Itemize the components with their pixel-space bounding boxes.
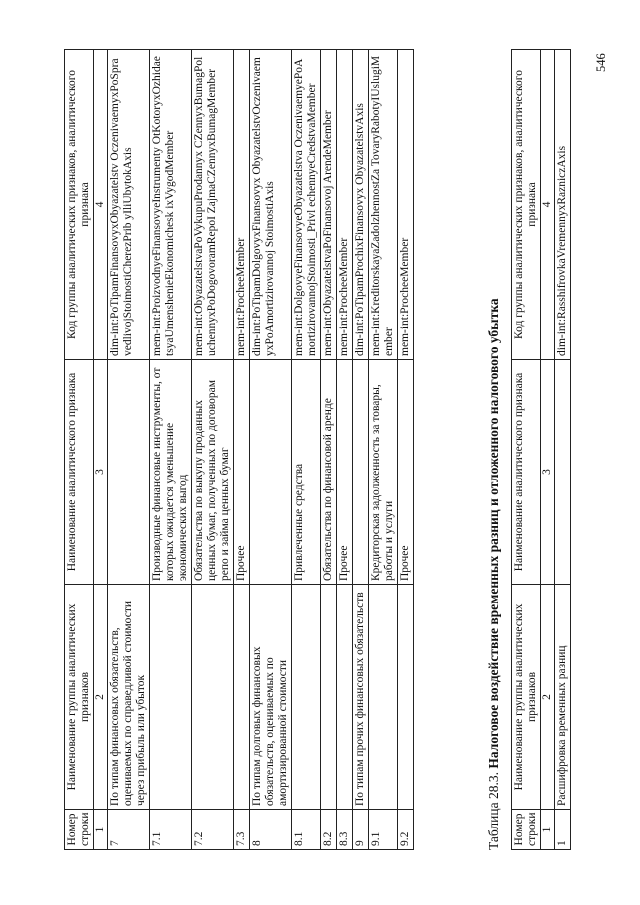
column-number: 1 [541, 810, 555, 850]
feature-name: Обязательства по финансовой аренде [321, 360, 337, 585]
group-name: По типам прочих финансовых обязательств [353, 585, 369, 810]
table-row [250, 50, 292, 850]
feature-code: mem-int:DolgovyeFinansovyeObyazatelstva OczenivaemyePoAmortizirovannojStoimosti_Privl echennyeCredstvaMember [292, 50, 321, 360]
feature-code: dim-int:RasshifrovkaVremennyxRazniczAxis [555, 50, 571, 360]
table-row [292, 50, 321, 850]
table-row [555, 50, 571, 850]
caption-title: Налоговое воздействие временных разниц и отложенного налогового убытка [486, 298, 501, 769]
feature-code: mem-int:ProizvodnyeFinansovyeInstrumenty OtKotoryxOzhidaetsyaUmenshenieEkonomichesk ixVygodMember [150, 50, 192, 360]
group-name [369, 585, 398, 810]
row-number: 7.1 [150, 810, 192, 850]
feature-code: mem-int:ObyazatelstvaPoVykupuProdannyx CZennyxBumagPoluchennyxPoDogovoramRepoI ZajmaCZennyxBumagMember [192, 50, 234, 360]
column-number: 3 [94, 360, 108, 585]
table-row [369, 50, 398, 850]
header-row-number: Номер строки [65, 810, 94, 850]
feature-name: Прочее [234, 360, 250, 585]
feature-name: Привлеченные средства [292, 360, 321, 585]
feature-code: dim-int:PoTipamFinansovyxObyazatelstv OczenivaemyxPoSpravedlivojStoimostiCherezPrib yIliUbytokAxis [108, 50, 150, 360]
row-number: 7.2 [192, 810, 234, 850]
group-name [337, 585, 353, 810]
feature-code: mem-int:ProcheeMember [337, 50, 353, 360]
group-name [234, 585, 250, 810]
table-row [150, 50, 192, 850]
table-row [234, 50, 250, 850]
table-row [192, 50, 234, 850]
column-number: 3 [541, 360, 555, 585]
column-number: 4 [541, 50, 555, 360]
group-name [150, 585, 192, 810]
feature-code: dim-int:PoTipamProchixFinansovyx ObyazatelstvAxis [353, 50, 369, 360]
feature-code: mem-int:KreditorskayaZadolzhennostZa TovaryRabotyIUslugiMember [369, 50, 398, 360]
group-name: По типам финансовых обязательств, оцениваемых по справедливой стоимости через прибыль или убыток [108, 585, 150, 810]
group-name [321, 585, 337, 810]
feature-name [555, 360, 571, 585]
feature-name [250, 360, 292, 585]
row-number: 9.1 [369, 810, 398, 850]
analytics-table-continued [64, 49, 414, 850]
row-number: 7.3 [234, 810, 250, 850]
group-name: По типам долговых финансовых обязательств, оцениваемых по амортизированной стоимости [250, 585, 292, 810]
header-code: Код группы аналитических признаков, аналитического признака [512, 50, 541, 360]
feature-name: Производные финансовые инструменты, от которых ожидается уменьшение экономических выгод [150, 360, 192, 585]
table-row [337, 50, 353, 850]
feature-code: dim-int:PoTipamDolgovyxFinansovyx ObyazatelstvOczenivaemyxPoAmortizirovannoj StoimostiAxis [250, 50, 292, 360]
page-number: 546 [594, 53, 608, 72]
row-number: 1 [555, 810, 571, 850]
group-name: Расшифровка временных разниц [555, 585, 571, 810]
row-number: 9.2 [398, 810, 414, 850]
header-code: Код группы аналитических признаков, аналитического признака [65, 50, 94, 360]
feature-code: mem-int:ObyazatelstvaPoFinansovoj ArendeMember [321, 50, 337, 360]
group-name [192, 585, 234, 810]
feature-name [353, 360, 369, 585]
feature-code: mem-int:ProcheeMember [398, 50, 414, 360]
column-number: 1 [94, 810, 108, 850]
header-feature-name: Наименование аналитического признака [65, 360, 94, 585]
feature-code: mem-int:ProcheeMember [234, 50, 250, 360]
header-group-name: Наименование группы аналитических признаков [65, 585, 94, 810]
tax-effect-table [511, 49, 571, 850]
table-row [398, 50, 414, 850]
feature-name: Обязательства по выкупу проданных ценных бумаг, полученных по договорам репо и займа ценных бумаг [192, 360, 234, 585]
header-feature-name: Наименование аналитического признака [512, 360, 541, 585]
group-name [292, 585, 321, 810]
rotated-page [0, 30, 640, 880]
table-row [353, 50, 369, 850]
row-number: 8.3 [337, 810, 353, 850]
feature-name: Прочее [337, 360, 353, 585]
feature-name [108, 360, 150, 585]
column-number: 2 [94, 585, 108, 810]
header-group-name: Наименование группы аналитических признаков [512, 585, 541, 810]
feature-name: Прочее [398, 360, 414, 585]
row-number: 8.2 [321, 810, 337, 850]
row-number: 8.1 [292, 810, 321, 850]
row-number: 7 [108, 810, 150, 850]
row-number: 8 [250, 810, 292, 850]
caption-prefix: Таблица 28.3. [486, 772, 501, 850]
table-caption [486, 298, 502, 850]
row-number: 9 [353, 810, 369, 850]
header-row-number: Номер строки [512, 810, 541, 850]
group-name [398, 585, 414, 810]
column-number: 2 [541, 585, 555, 810]
feature-name: Кредиторская задолженность за товары, работы и услуги [369, 360, 398, 585]
table-row [108, 50, 150, 850]
column-number: 4 [94, 50, 108, 360]
table-row [321, 50, 337, 850]
